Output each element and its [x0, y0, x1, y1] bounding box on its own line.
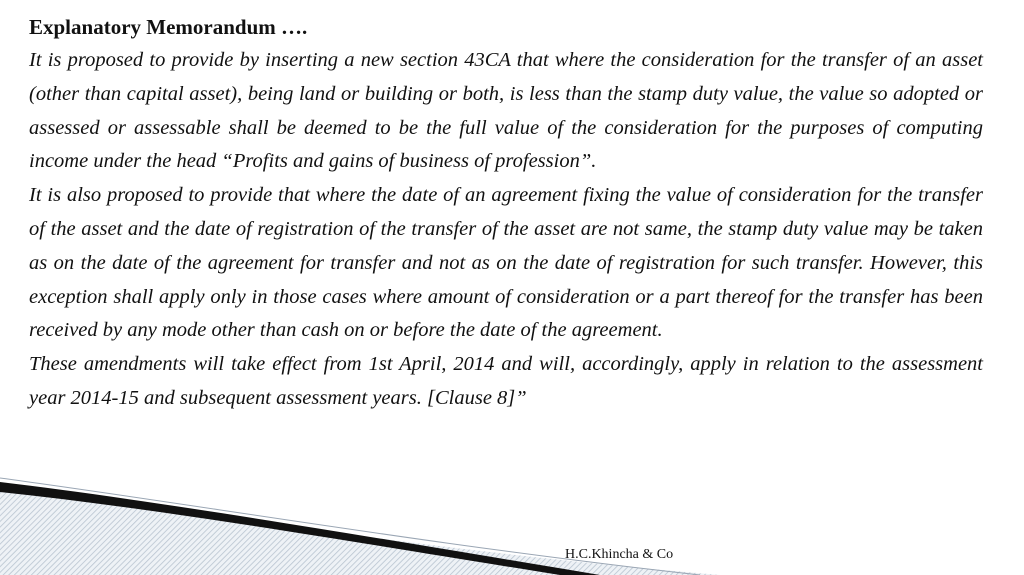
body-paragraph-2: It is also proposed to provide that where the date of an agreement fixing the value of consideration for the transfer of the asset and the date of registration of the transfer of the asset are not same, the stamp duty value may be taken as on the date of the agreement for transfer and not as on the date of registration for such transfer. However, this exception shall apply only in those cases where amount of consideration or a part thereof for the transfer has been received by any mode other than cash on or before the date of the agreement. [29, 184, 983, 342]
decorative-wave-graphic [0, 470, 1024, 575]
body-paragraph-3: These amendments will take effect from 1st April, 2014 and will, accordingly, apply in relation to the assessment year 2014-15 and subsequent assessment years. [Clause 8]” [29, 353, 983, 409]
slide-title: Explanatory Memorandum …. [29, 15, 308, 39]
slide-content [29, 10, 983, 416]
footer-credit: H.C.Khincha & Co [565, 547, 674, 562]
body-paragraph-1: It is proposed to provide by inserting a new section 43CA that where the consideration for the transfer of an asset (other than capital asset), being land or building or both, is less than the stamp duty value, the value so adopted or assessed or assessable shall be deemed to be the full value of the consideration for the purposes of computing income under the head “Profits and gains of business of profession”. [29, 49, 983, 173]
